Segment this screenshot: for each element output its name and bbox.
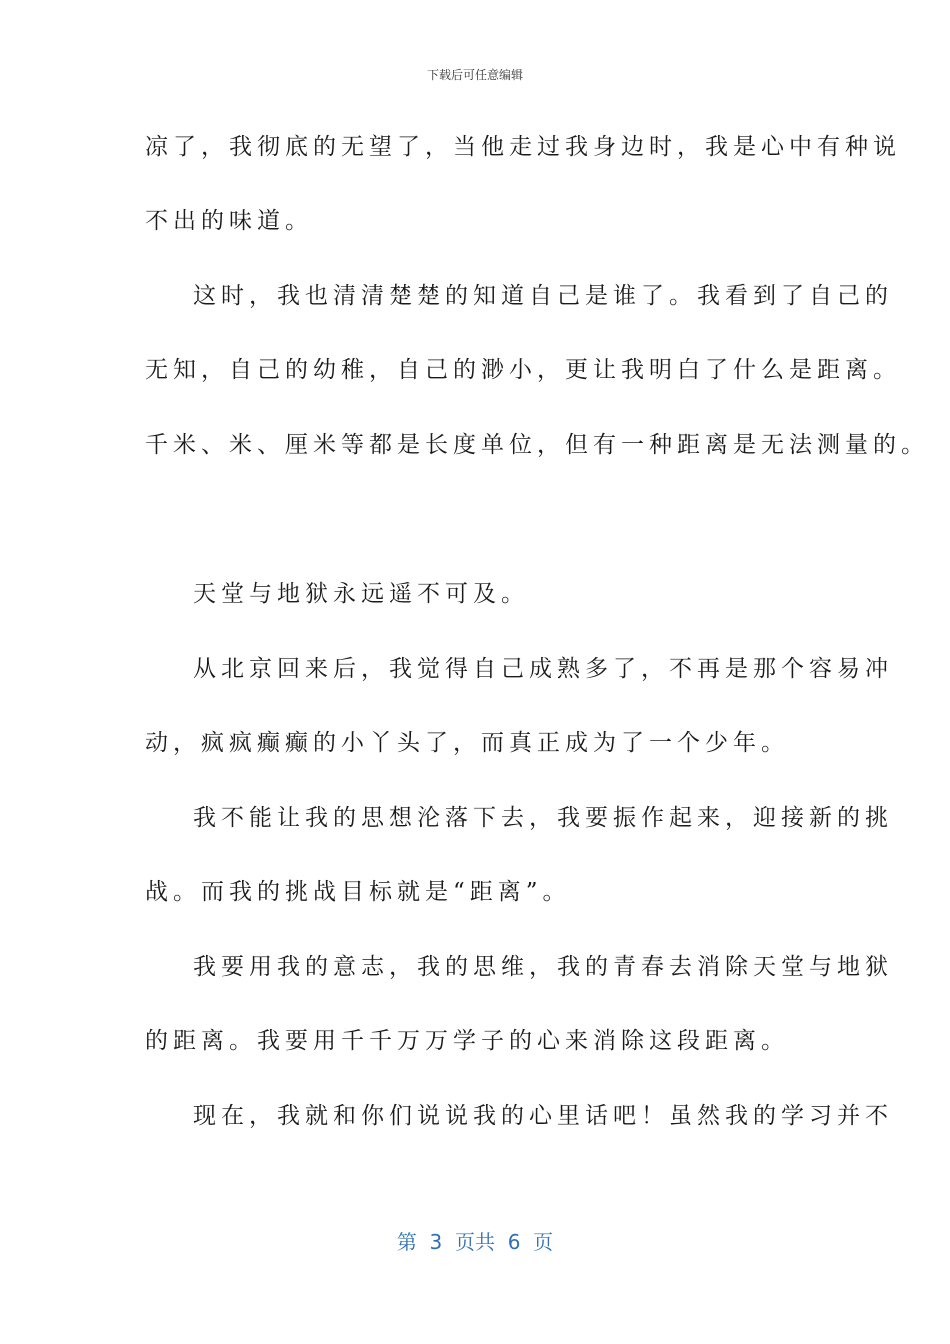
body-line: 从北京回来后，我觉得自己成熟多了，不再是那个容易冲: [193, 656, 893, 682]
body-line: 千米、米、厘米等都是长度单位，但有一种距离是无法测量的。: [145, 432, 929, 458]
body-line: 这时，我也清清楚楚的知道自己是谁了。我看到了自己的: [193, 283, 893, 309]
page-header: 下载后可任意编辑: [426, 68, 523, 82]
body-line: 无知，自己的幼稚，自己的渺小，更让我明白了什么是距离。: [145, 357, 901, 383]
body-line: 我要用我的意志，我的思维，我的青春去消除天堂与地狱: [193, 954, 893, 980]
body-line: 我不能让我的思想沦落下去，我要振作起来，迎接新的挑: [193, 805, 893, 831]
body-line: 天堂与地狱永远遥不可及。: [193, 581, 529, 607]
body-line: 的距离。我要用千千万万学子的心来消除这段距离。: [145, 1028, 789, 1054]
page-footer: 第 3 页共 6 页: [396, 1230, 554, 1254]
body-line: 战。而我的挑战目标就是“距离”。: [145, 879, 571, 905]
body-line: 动，疯疯癫癫的小丫头了，而真正成为了一个少年。: [145, 730, 789, 756]
body-line: 不出的味道。: [145, 208, 313, 234]
body-line: 现在，我就和你们说说我的心里话吧！虽然我的学习并不: [193, 1103, 893, 1129]
body-line: 凉了，我彻底的无望了，当他走过我身边时，我是心中有种说: [145, 134, 901, 160]
